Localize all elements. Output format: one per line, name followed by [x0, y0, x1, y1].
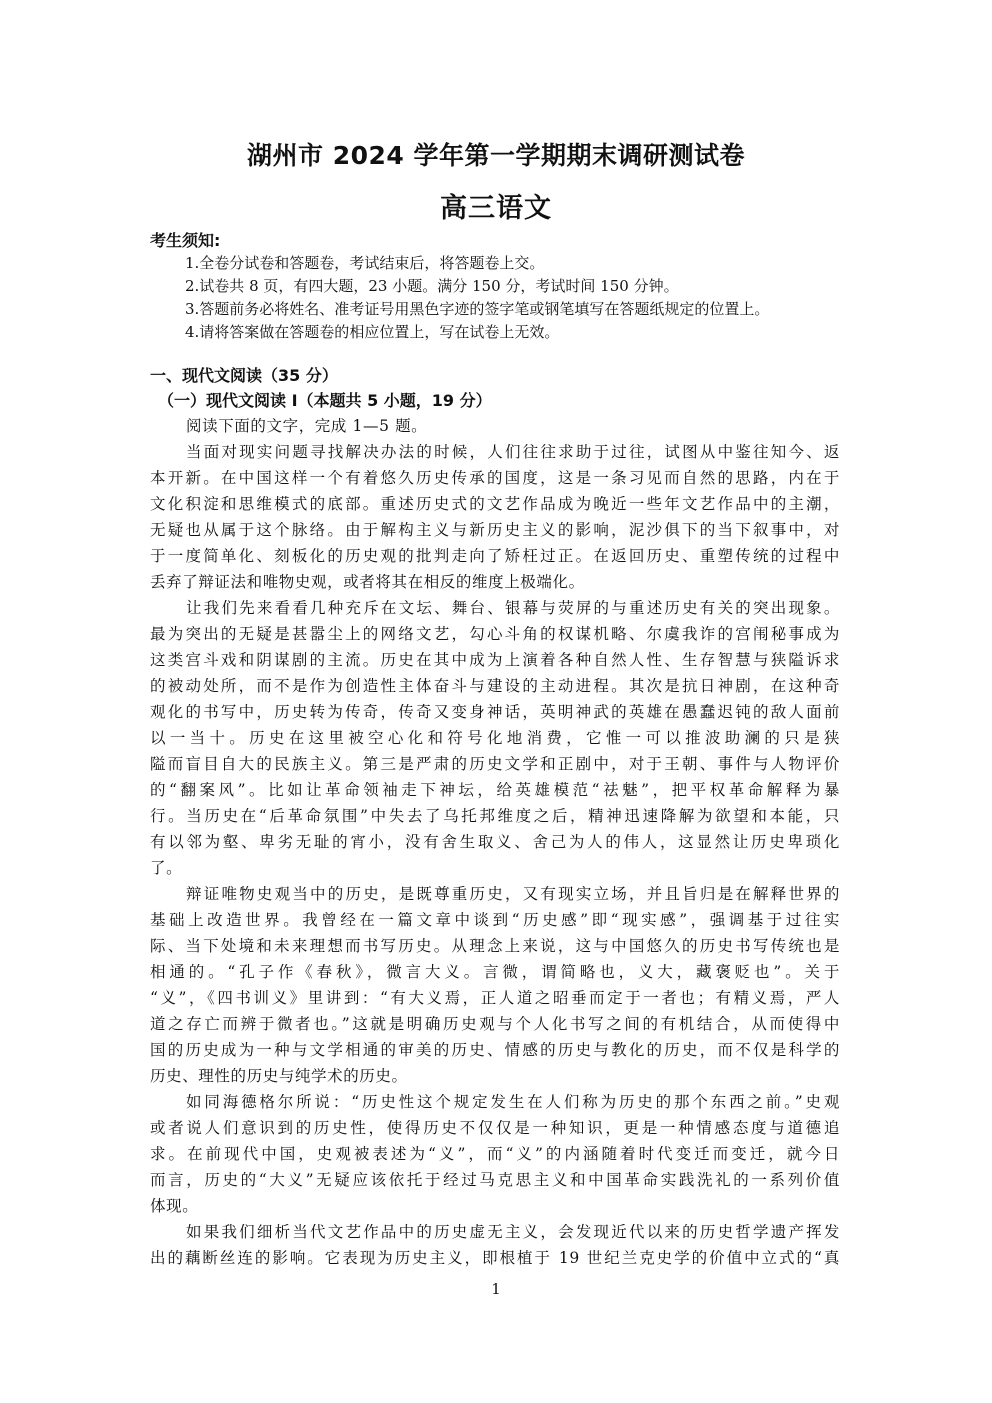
text-line: 道之存亡而辨于微者也。”这就是明确历史观与个人化书写之间的有机结合，从而使得中 [150, 1015, 840, 1033]
text-line: 而言，历史的“大义”无疑应该依托于经过马克思主义和中国革命实践洗礼的一系列价值 [150, 1171, 840, 1189]
text-line: 辩证唯物史观当中的历史，是既尊重历史，又有现实立场，并且旨归是在解释世界的 [186, 885, 840, 903]
text-line: “义”，《四书训义》里讲到：“有大义焉，正人道之昭垂而定于一者也；有精义焉，严人 [150, 989, 840, 1007]
text-line: 无疑也从属于这个脉络。由于解构主义与新历史主义的影响，泥沙俱下的当下叙事中，对 [150, 521, 840, 539]
notice-heading: 考生须知: [150, 231, 221, 250]
text-line: 际、当下处境和未来理想而书写历史。从理念上来说，这与中国悠久的历史书写传统也是 [150, 937, 840, 955]
text-line: 的被动处所，而不是作为创造性主体奋斗与建设的主动进程。其次是抗日神剧，在这种奇 [150, 677, 840, 695]
exam-subtitle: 高三语文 [440, 193, 552, 224]
page-number: 1 [491, 1280, 501, 1298]
text-line: 国的历史成为一种与文学相通的审美的历史、情感的历史与教化的历史，而不仅是科学的 [150, 1041, 840, 1059]
instruction: 阅读下面的文字，完成 1—5 题。 [186, 417, 428, 435]
text-line: 有以邻为壑、卑劣无耻的宵小，没有舍生取义、舍己为人的伟人，这显然让历史卑琐化 [150, 833, 840, 851]
text-line: 如果我们细析当代文艺作品中的历史虚无主义，会发现近代以来的历史哲学遗产挥发 [186, 1223, 840, 1241]
text-line: 出的藕断丝连的影响。它表现为历史主义，即根植于 19 世纪兰克史学的价值中立式的“真 [150, 1249, 840, 1267]
text-line: 如同海德格尔所说：“历史性这个规定发生在人们称为历史的那个东西之前。”史观 [186, 1093, 840, 1111]
text-line: 行。当历史在“后革命氛围”中失去了乌托邦维度之后，精神迅速降解为欲望和本能，只 [150, 807, 840, 825]
notice-item: 3.答题前务必将姓名、准考证号用黑色字迹的签字笔或钢笔填写在答题纸规定的位置上。 [185, 300, 770, 318]
text-line: 隘而盲目自大的民族主义。第三是严肃的历史文学和正剧中，对于王朝、事件与人物评价 [150, 755, 840, 773]
text-line: 本开新。在中国这样一个有着悠久历史传承的国度，这是一条习见而自然的思路，内在于 [150, 469, 840, 487]
text-line: 这类宫斗戏和阴谋剧的主流。历史在其中成为上演着各种自然人性、生存智慧与狭隘诉求 [150, 651, 840, 669]
text-line: 基础上改造世界。我曾经在一篇文章中谈到“历史感”即“现实感”，强调基于过往实 [150, 911, 840, 929]
text-line: 观化的书写中，历史转为传奇，传奇又变身神话，英明神武的英雄在愚蠢迟钝的敌人面前 [150, 703, 840, 721]
text-line: 求。在前现代中国，史观被表述为“义”，而“义”的内涵随着时代变迁而变迁，就今日 [150, 1145, 840, 1163]
notice-item: 1.全卷分试卷和答题卷，考试结束后，将答题卷上交。 [185, 254, 545, 272]
section-heading: 一、现代文阅读（35 分） [150, 366, 338, 385]
text-line: 于一度简单化、刻板化的历史观的批判走向了矫枉过正。在返回历史、重塑传统的过程中 [150, 547, 840, 565]
text-line: 当面对现实问题寻找解决办法的时候，人们往往求助于过往，试图从中鉴往知今、返 [186, 443, 840, 461]
text-line: 或者说人们意识到的历史性，使得历史不仅仅是一种知识，更是一种情感态度与道德追 [150, 1119, 840, 1137]
text-line: 最为突出的无疑是甚嚣尘上的网络文艺，勾心斗角的权谋机略、尔虞我诈的宫闱秘事成为 [150, 625, 840, 643]
text-line: 体现。 [150, 1197, 199, 1215]
text-line: 历史、理性的历史与纯学术的历史。 [150, 1067, 408, 1085]
text-line: 文化积淀和思维模式的底部。重述历史式的文艺作品成为晚近一些年文艺作品中的主潮， [150, 495, 840, 513]
text-line: 让我们先来看看几种充斥在文坛、舞台、银幕与荧屏的与重述历史有关的突出现象。 [186, 599, 840, 617]
text-line: 相通的。“孔子作《春秋》，微言大义。言微，谓简略也，义大，藏褒贬也”。关于 [150, 963, 840, 981]
text-line: 的“翻案风”。比如让革命领袖走下神坛，给英雄模范“祛魅”，把平权革命解释为暴 [150, 781, 840, 799]
notice-item: 4.请将答案做在答题卷的相应位置上，写在试卷上无效。 [185, 323, 560, 341]
text-line: 以一当十。历史在这里被空心化和符号化地消费，它惟一可以推波助澜的只是狭 [150, 729, 840, 747]
text-line: 了。 [150, 859, 183, 877]
notice-item: 2.试卷共 8 页，有四大题，23 小题。满分 150 分，考试时间 150 分钟。 [185, 277, 679, 295]
exam-title: 湖州市 2024 学年第一学期期末调研测试卷 [247, 141, 745, 170]
subsection-heading: （一）现代文阅读 I（本题共 5 小题，19 分） [158, 391, 492, 410]
text-line: 丢弃了辩证法和唯物史观，或者将其在相反的维度上极端化。 [150, 573, 585, 591]
